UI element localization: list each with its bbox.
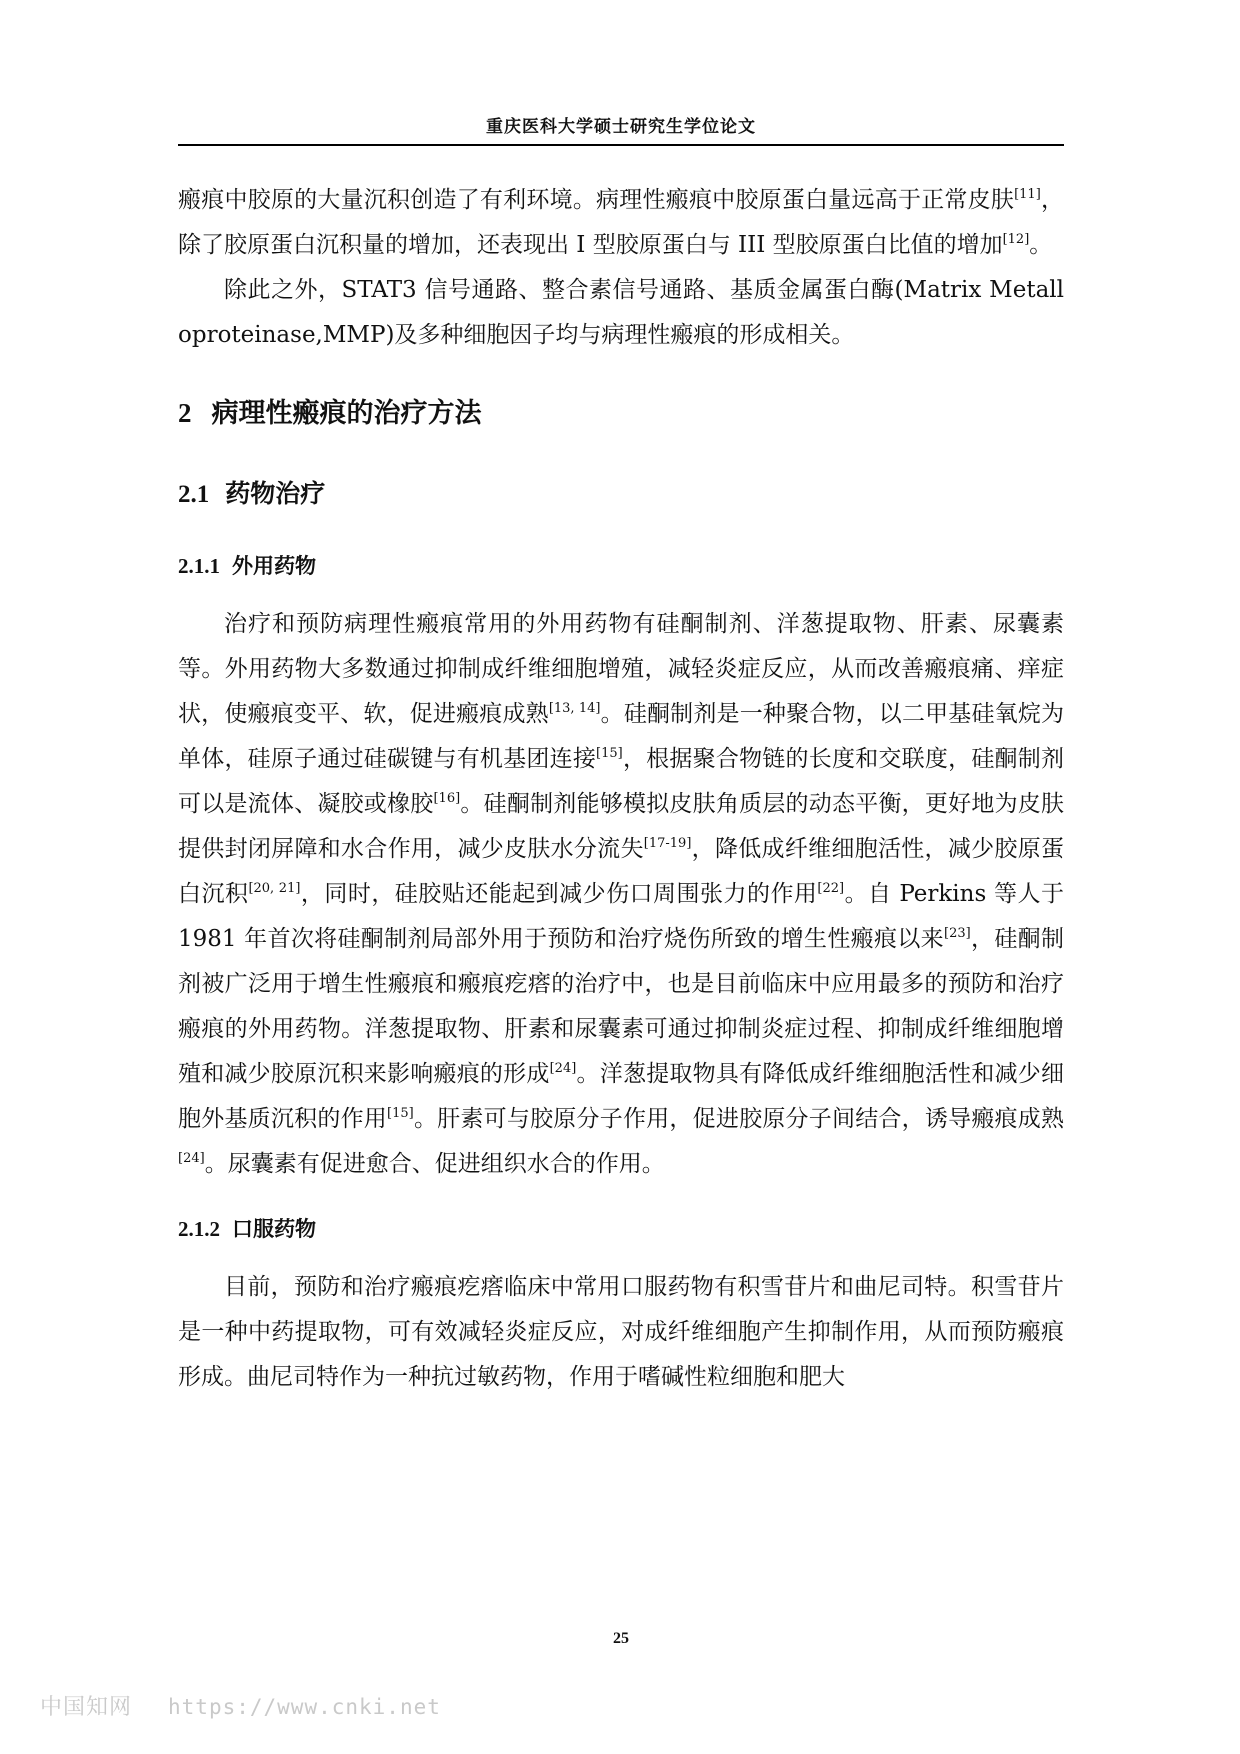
citation-ref: [15] [387,1106,414,1121]
header-rule [178,144,1064,146]
watermark-site: 中国知网 [40,1695,133,1720]
citation-ref: [15] [596,746,623,761]
citation-ref: [13, 14] [548,701,601,716]
citation-ref: [24] [178,1151,205,1166]
page-body [178,178,1064,1400]
subsubsection-title: 口服药物 [232,1217,316,1241]
subsection-title: 药物治疗 [225,479,326,508]
cnki-watermark [40,1690,441,1721]
citation-ref: [23] [944,926,971,941]
subsubsection-number: 2.1.2 [178,1217,220,1241]
subsection-number: 2.1 [178,481,210,508]
subsubsection-title: 外用药物 [232,554,316,578]
citation-ref: [16] [433,791,461,806]
page-number: 25 [613,1630,629,1647]
paragraph-topical-drugs: 治疗和预防病理性瘢痕常用的外用药物有硅酮制剂、洋葱提取物、肝素、尿囊素等。外用药物大多数通过抑制成纤维细胞增殖，减轻炎症反应，从而改善瘢痕痛、痒症状，使瘢痕变平、软，促进瘢痕成熟[13, 14]。硅酮制剂是一种聚合物，以二甲基硅氧烷为单体，硅原子通过硅碳键与有机基团连接[15]，根据聚合物链的长度和交联度，硅酮制剂可以是流体、凝胶或橡胶[16]。硅酮制剂能够模拟皮肤角质层的动态平衡，更好地为皮肤提供封闭屏障和水合作用，减少皮肤水分流失[17-19]，降低成纤维细胞活性，减少胶原蛋白沉积[20, 21]，同时，硅胶贴还能起到减少伤口周围张力的作用[22]。自 Perkins 等人于 1981 年首次将硅酮制剂局部外用于预防和治疗烧伤所致的增生性瘢痕以来[23]，硅酮制剂被广泛用于增生性瘢痕和瘢痕疙瘩的治疗中，也是目前临床中应用最多的预防和治疗瘢痕的外用药物。洋葱提取物、肝素和尿囊素可通过抑制炎症过程、抑制成纤维细胞增殖和减少胶原沉积来影响瘢痕的形成[24]。洋葱提取物具有降低成纤维细胞活性和减少细胞外基质沉积的作用[15]。肝素可与胶原分子作用，促进胶原分子间结合，诱导瘢痕成熟[24]。尿囊素有促进愈合、促进组织水合的作用。 [178,611,1065,1177]
citation-ref: [24] [549,1061,577,1076]
watermark-url: https://www.cnki.net [168,1695,441,1719]
subsubsection-heading-2-1-2 [178,1201,1064,1257]
subsubsection-heading-2-1-1 [178,538,1064,594]
section-title: 病理性瘢痕的治疗方法 [211,398,482,429]
running-header: 重庆医科大学硕士研究生学位论文 [486,117,756,137]
subsubsection-number: 2.1.1 [178,554,220,578]
subsection-heading-2-1 [178,464,1064,524]
citation-ref: [22] [817,881,845,896]
paragraph-continued: 瘢痕中胶原的大量沉积创造了有利环境。病理性瘢痕中胶原蛋白量远高于正常皮肤[11]，除了胶原蛋白沉积量的增加，还表现出 I 型胶原蛋白与 III 型胶原蛋白比值的增加[12]。 [178,187,1065,258]
citation-ref: [20, 21] [248,881,301,896]
citation-ref: [12] [1002,232,1030,247]
section-heading-2 [178,378,1064,448]
paragraph-other-pathways: 除此之外，STAT3 信号通路、整合素信号通路、基质金属蛋白酶(Matrix Metalloproteinase,MMP)及多种细胞因子均与病理性瘢痕的形成相关。 [178,277,1064,348]
citation-ref: [11] [1014,187,1041,202]
paragraph-oral-drugs: 目前，预防和治疗瘢痕疙瘩临床中常用口服药物有积雪苷片和曲尼司特。积雪苷片是一种中药提取物，可有效减轻炎症反应，对成纤维细胞产生抑制作用，从而预防瘢痕形成。曲尼司特作为一种抗过敏药物，作用于嗜碱性粒细胞和肥大 [178,1274,1064,1390]
section-number: 2 [178,398,192,428]
citation-ref: [17-19] [643,836,692,851]
